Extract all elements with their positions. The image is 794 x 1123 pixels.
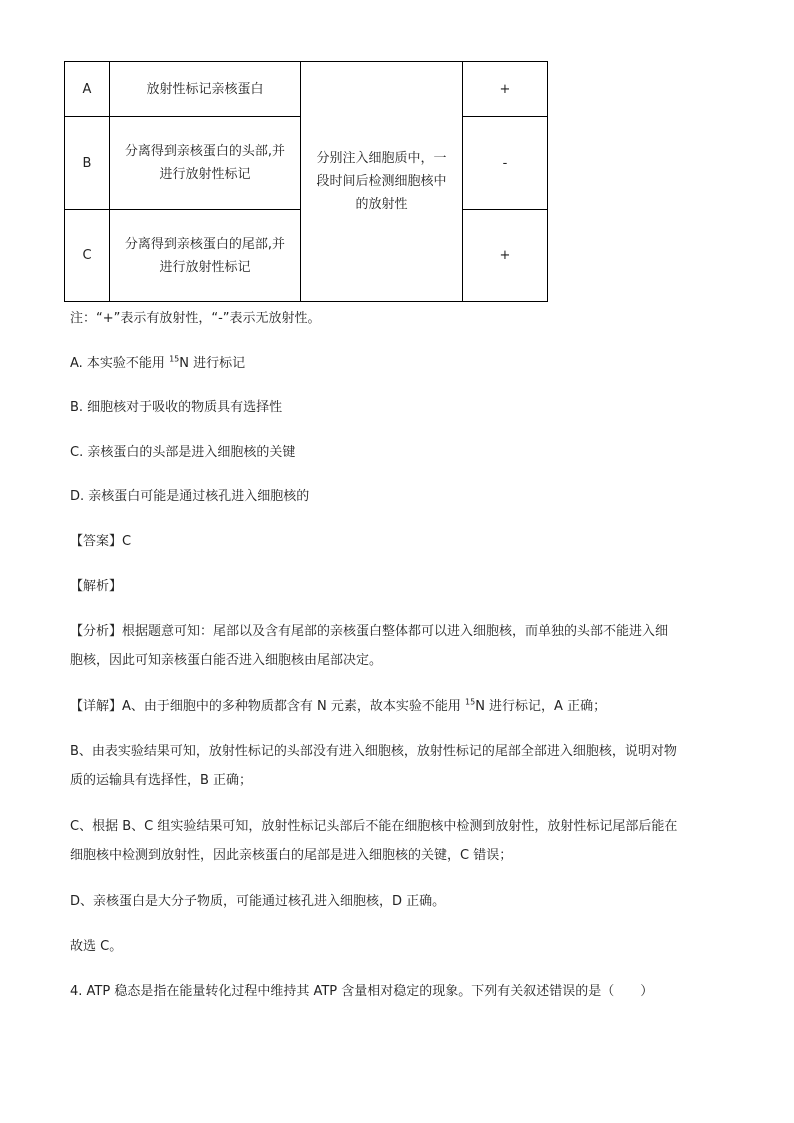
treatment-cell: 分离得到亲核蛋白的头部,并 进行放射性标记 xyxy=(110,117,301,210)
result-cell: + xyxy=(463,210,548,302)
group-cell: C xyxy=(65,210,110,302)
detail-b-line: B、由表实验结果可知，放射性标记的头部没有进入细胞核，放射性标记的尾部全部进入细胞核，说明对物 xyxy=(70,744,677,759)
result-cell: - xyxy=(463,117,548,210)
table-row xyxy=(65,62,548,117)
next-question: 4. ATP 稳态是指在能量转化过程中维持其 ATP 含量相对稳定的现象。下列有关叙述错误的是（ ） xyxy=(70,984,654,999)
experiment-table xyxy=(64,61,548,302)
detail-a: 【详解】A、由于细胞中的多种物质都含有 N 元素，故本实验不能用 $^{15}$N 进行标记，A 正确； xyxy=(70,697,607,714)
analysis-heading: 【解析】 xyxy=(70,579,123,594)
treatment-cell: 分离得到亲核蛋白的尾部,并 进行放射性标记 xyxy=(110,210,301,302)
detail-c-line: C、根据 B、C 组实验结果可知，放射性标记头部后不能在细胞核中检测到放射性，放射性标记尾部后能在 xyxy=(70,819,678,834)
detail-b-line: 质的运输具有选择性，B 正确； xyxy=(70,773,253,788)
group-cell: A xyxy=(65,62,110,117)
option-c: C. 亲核蛋白的头部是进入细胞核的关键 xyxy=(70,445,296,460)
detail-c-line: 细胞核中检测到放射性，因此亲核蛋白的尾部是进入细胞核的关键，C 错误； xyxy=(70,848,513,863)
result-cell: + xyxy=(463,62,548,117)
treatment-cell: 放射性标记亲核蛋白 xyxy=(110,62,301,117)
analysis-line: 【分析】根据题意可知：尾部以及含有尾部的亲核蛋白整体都可以进入细胞核，而单独的头部不能进入细 xyxy=(70,624,669,639)
option-b: B. 细胞核对于吸收的物质具有选择性 xyxy=(70,400,283,415)
option-a: A. 本实验不能用 $^{15}$N 进行标记 xyxy=(70,354,246,371)
table-note: 注：“+”表示有放射性，“-”表示无放射性。 xyxy=(70,311,321,326)
procedure-cell: 分别注入细胞质中，一 段时间后检测细胞核中 的放射性 xyxy=(301,62,463,302)
option-d: D. 亲核蛋白可能是通过核孔进入细胞核的 xyxy=(70,489,310,504)
group-cell: B xyxy=(65,117,110,210)
conclusion: 故选 C。 xyxy=(70,939,123,954)
detail-d: D、亲核蛋白是大分子物质，可能通过核孔进入细胞核，D 正确。 xyxy=(70,894,446,909)
answer: 【答案】C xyxy=(70,534,132,549)
analysis-line: 胞核，因此可知亲核蛋白能否进入细胞核由尾部决定。 xyxy=(70,653,383,668)
